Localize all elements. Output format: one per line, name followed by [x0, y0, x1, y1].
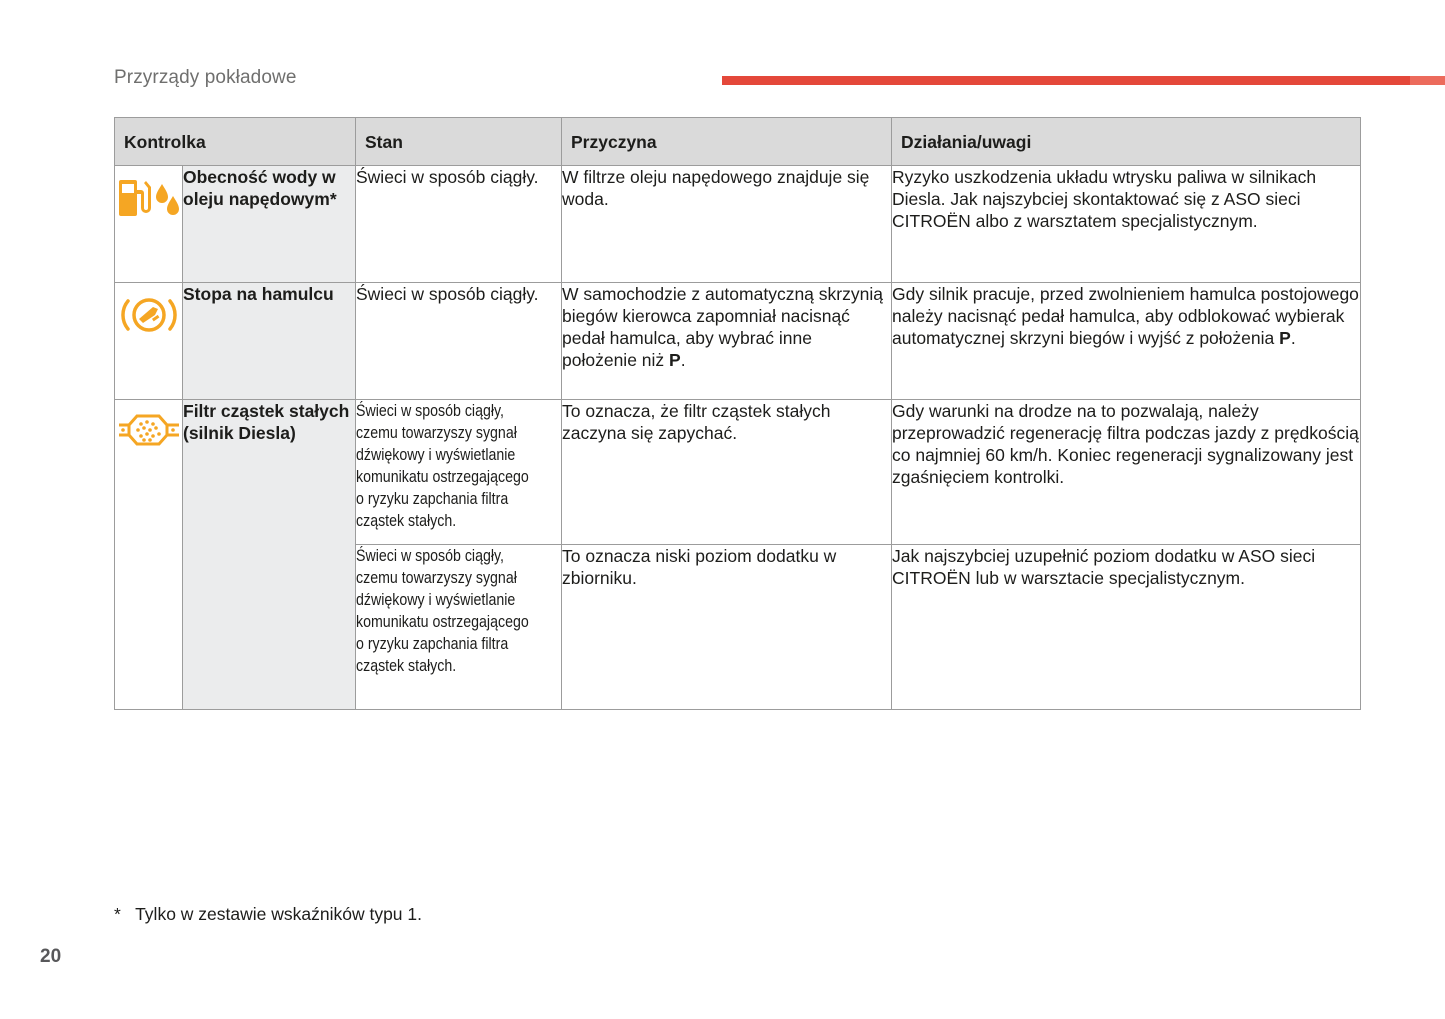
- cause-cell: W filtrze oleju napędowego znajduje się woda.: [562, 166, 892, 283]
- state-cell: Świeci w sposób ciągły.: [356, 283, 562, 400]
- column-header-kontrolka: Kontrolka: [115, 118, 356, 166]
- icon-cell: [115, 283, 183, 400]
- column-header-przyczyna: Przyczyna: [562, 118, 892, 166]
- page-number: 20: [40, 946, 62, 967]
- column-header-stan: Stan: [356, 118, 562, 166]
- table-row: [115, 283, 1361, 400]
- water-in-diesel-icon: [118, 176, 180, 220]
- state-text: Świeci w sposób ciągły, czemu towarzyszy sygnał dźwiękowy i wyświetlanie komunikatu ostrzegającego o ryzyku zapchania filtra cząstek stałych.: [356, 547, 529, 675]
- column-header-dzialania: Działania/uwagi: [892, 118, 1361, 166]
- state-text: Świeci w sposób ciągły, czemu towarzyszy sygnał dźwiękowy i wyświetlanie komunikatu ostrzegającego o ryzyku zapchania filtra cząstek stałych.: [356, 402, 529, 530]
- warning-lights-table: [114, 117, 1361, 710]
- warning-name: Obecność wody w oleju napędowym*: [183, 166, 356, 283]
- cause-cell: To oznacza niski poziom dodatku w zbiorniku.: [562, 545, 892, 710]
- particle-filter-icon: [117, 410, 181, 450]
- state-cell: Świeci w sposób ciągły.: [356, 166, 562, 283]
- cause-cell: [562, 283, 892, 400]
- action-cell: Jak najszybciej uzupełnić poziom dodatku w ASO sieci CITROËN lub w warsztacie specjalistycznym.: [892, 545, 1361, 710]
- header-accent-bar: [722, 76, 1445, 85]
- gear-position-label: P: [1279, 328, 1291, 348]
- warning-name: Filtr cząstek stałych (silnik Diesla): [183, 400, 356, 710]
- icon-cell: [115, 400, 183, 710]
- cause-text: W samochodzie z automatyczną skrzynią biegów kierowca zapomniał nacisnąć pedał hamulca, aby wybrać inne położenie niż: [562, 284, 883, 370]
- action-text: Gdy silnik pracuje, przed zwolnieniem hamulca postojowego należy nacisnąć pedał hamulca, aby odblokować wybierak automatycznej skrzyni biegów i wyjść z położenia: [892, 284, 1359, 348]
- table-row: [115, 400, 1361, 545]
- action-suffix: .: [1290, 328, 1296, 348]
- action-cell: [892, 283, 1361, 400]
- cause-suffix: .: [680, 350, 686, 370]
- cause-cell: To oznacza, że filtr cząstek stałych zaczyna się zapychać.: [562, 400, 892, 545]
- foot-on-brake-icon: [118, 293, 180, 337]
- state-cell: [356, 400, 562, 545]
- header-accent-bar-tail: [1410, 76, 1445, 85]
- action-cell: Gdy warunki na drodze na to pozwalają, należy przeprowadzić regenerację filtra podczas jazdy z prędkością co najmniej 60 km/h. Koniec regeneracji sygnalizowany jest zgaśnięciem kontrolki.: [892, 400, 1361, 545]
- icon-cell: [115, 166, 183, 283]
- state-cell: [356, 545, 562, 710]
- footnote: * Tylko w zestawie wskaźników typu 1.: [114, 904, 422, 924]
- page-section-title: Przyrządy pokładowe: [114, 67, 297, 88]
- table-row: [115, 166, 1361, 283]
- action-cell: Ryzyko uszkodzenia układu wtrysku paliwa w silnikach Diesla. Jak najszybciej skontaktować się z ASO sieci CITROËN albo z warsztatem specjalistycznym.: [892, 166, 1361, 283]
- table-header-row: [115, 118, 1361, 166]
- gear-position-label: P: [669, 350, 681, 370]
- warning-name: Stopa na hamulcu: [183, 283, 356, 400]
